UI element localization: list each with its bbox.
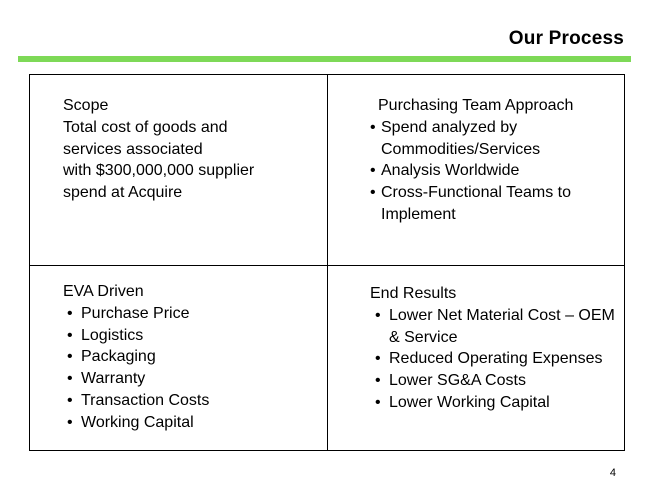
list-item: • Purchase Price [65,303,318,325]
scope-line: with $300,000,000 supplier [63,162,255,180]
list-item: • Lower Working Capital [373,392,625,414]
eva-list [65,303,318,434]
process-grid [29,74,625,451]
list-item: • Working Capital [65,412,318,434]
scope-heading: Scope [63,97,109,114]
list-item: • Logistics [65,325,318,347]
purchasing-list [370,117,620,226]
scope-line: Total cost of goods and [63,118,228,136]
scope-quadrant [63,95,318,204]
purchasing-quadrant [370,95,620,226]
list-item: • Packaging [65,346,318,368]
results-list [373,305,625,414]
list-item: • Warranty [65,368,318,390]
list-item: • Spend analyzed by Commodities/Services [370,117,620,161]
eva-quadrant [63,281,318,434]
grid-vertical-divider [327,75,328,450]
list-item: • Lower Net Material Cost – OEM & Service [373,305,625,349]
page-number: 4 [609,467,616,479]
title-underline-bar [18,56,631,62]
list-item: • Lower SG&A Costs [373,370,625,392]
list-item: • Cross-Functional Teams to Implement [370,182,620,226]
purchasing-heading: Purchasing Team Approach [378,97,574,114]
results-heading: End Results [370,285,457,302]
scope-line: services associated [63,140,203,158]
slide-title: Our Process [508,28,624,49]
results-quadrant [370,283,625,414]
list-item: • Analysis Worldwide [370,160,620,182]
eva-heading: EVA Driven [63,283,144,300]
scope-line: spend at Acquire [63,184,183,202]
list-item: • Reduced Operating Expenses [373,348,625,370]
list-item: • Transaction Costs [65,390,318,412]
grid-horizontal-divider [30,265,624,266]
